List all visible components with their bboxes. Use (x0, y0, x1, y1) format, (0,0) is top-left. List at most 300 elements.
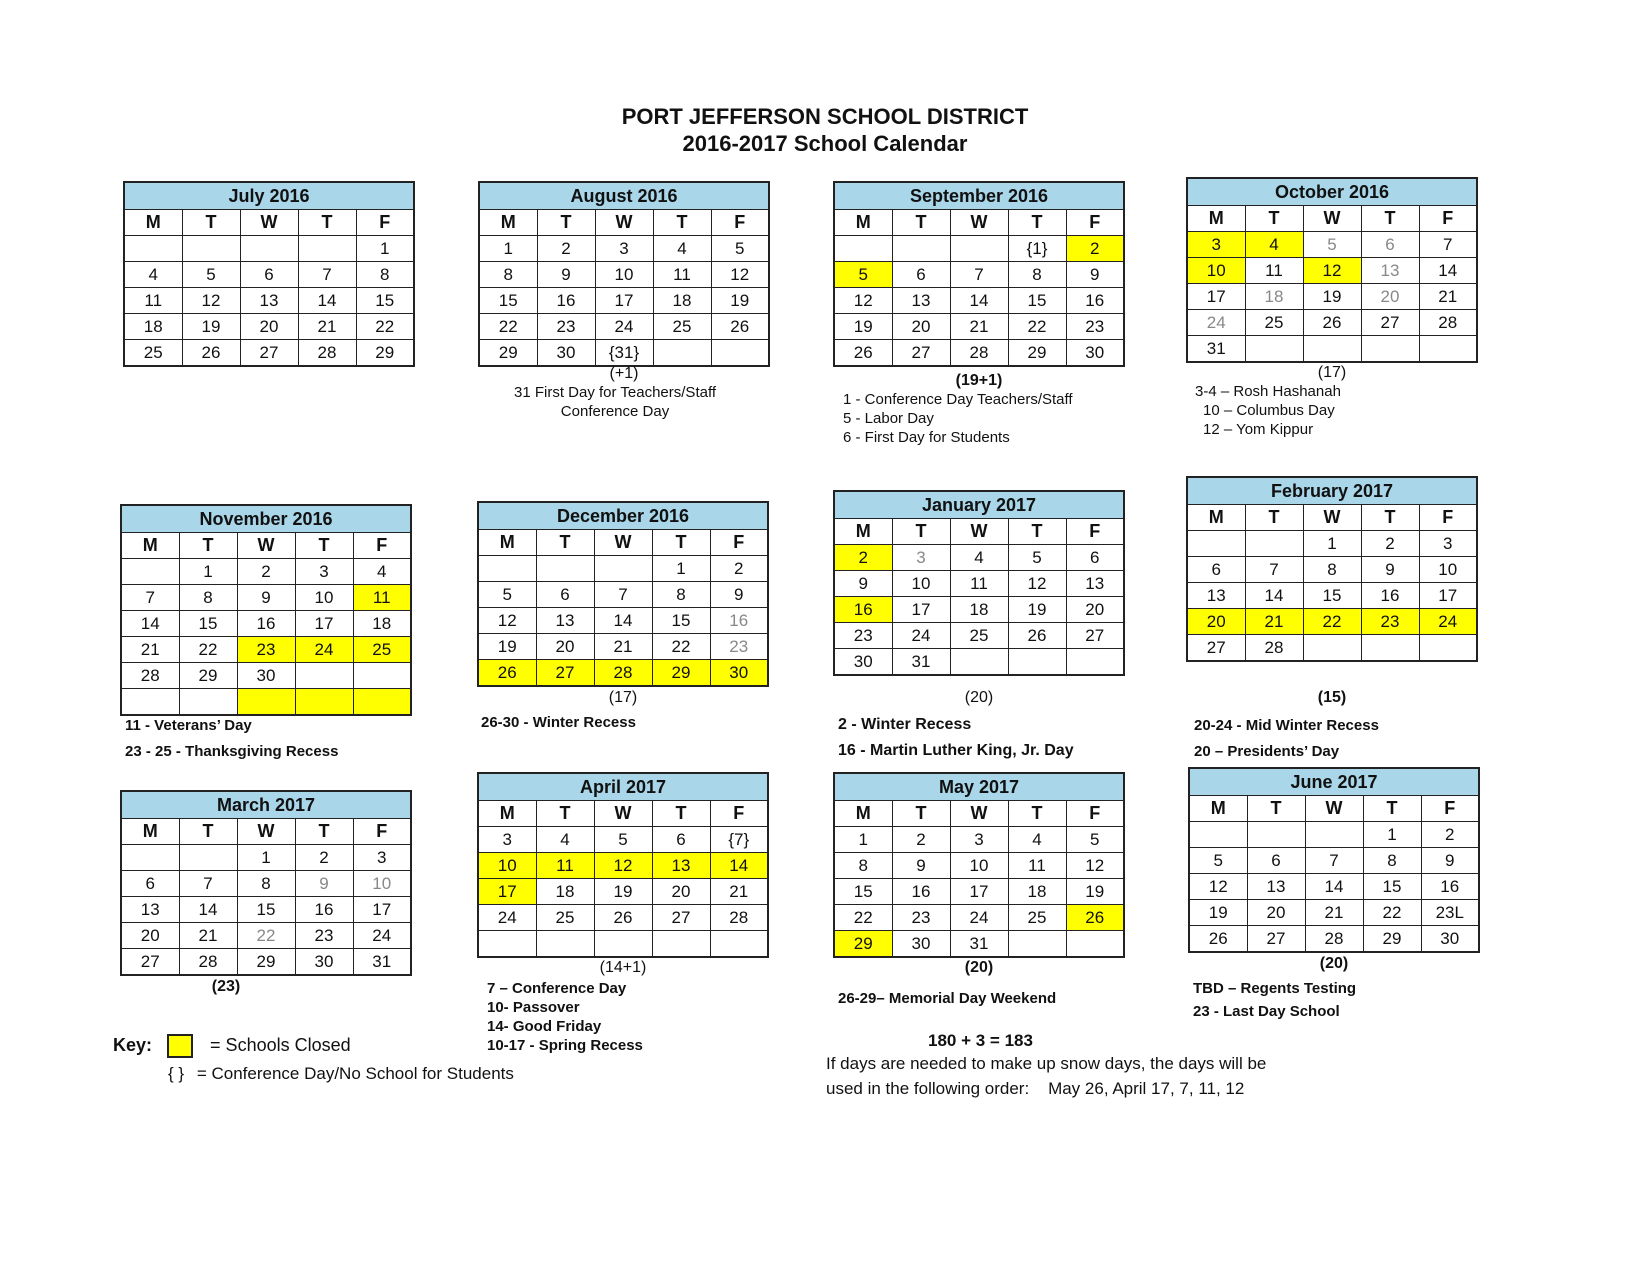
day-header: W (950, 210, 1008, 236)
day-cell: 28 (594, 660, 652, 687)
month-notes (838, 712, 1074, 764)
day-header: W (950, 519, 1008, 545)
day-cell: 29 (179, 663, 237, 689)
day-cell: 12 (711, 262, 769, 288)
day-cell: 20 (1361, 284, 1419, 310)
day-header: T (182, 210, 240, 236)
snow-days-note-2: used in the following order: May 26, April 17, 7, 11, 12 (826, 1079, 1245, 1098)
key-conference (168, 1064, 514, 1084)
day-cell (182, 236, 240, 262)
day-header: T (1361, 505, 1419, 531)
closed-swatch-icon (167, 1034, 193, 1058)
day-cell: 13 (1247, 874, 1305, 900)
day-header: T (536, 530, 594, 556)
day-header: M (1187, 505, 1245, 531)
day-cell: 28 (121, 663, 179, 689)
day-cell: 2 (710, 556, 768, 582)
day-cell: 2 (1361, 531, 1419, 557)
instruction-day-count: (20) (964, 959, 994, 976)
key-legend (113, 1034, 351, 1058)
day-cell: 20 (652, 879, 710, 905)
instruction-day-count: (20) (964, 689, 994, 706)
month-february-2017 (1186, 476, 1478, 662)
day-cell: 22 (479, 314, 537, 340)
day-cell (1189, 822, 1247, 848)
day-cell: 19 (834, 314, 892, 340)
day-header: F (1066, 519, 1124, 545)
day-cell: 16 (237, 611, 295, 637)
day-header: T (892, 519, 950, 545)
month-title: January 2017 (834, 491, 1124, 519)
note-line: 6 - First Day for Students (843, 429, 1010, 446)
day-header: T (1008, 210, 1066, 236)
day-cell: 18 (536, 879, 594, 905)
day-cell: 3 (295, 559, 353, 585)
day-cell: 17 (1419, 583, 1477, 609)
day-cell: 26 (594, 905, 652, 931)
day-cell: 26 (834, 340, 892, 367)
day-cell (834, 236, 892, 262)
day-cell: 20 (892, 314, 950, 340)
day-cell: 24 (1419, 609, 1477, 635)
day-cell: 6 (1247, 848, 1305, 874)
note-line: 10-17 - Spring Recess (487, 1037, 643, 1054)
day-cell: 14 (298, 288, 356, 314)
day-cell: 19 (1008, 597, 1066, 623)
day-cell: 15 (479, 288, 537, 314)
key-closed-text: = Schools Closed (210, 1034, 351, 1055)
day-header: M (1189, 796, 1247, 822)
day-cell: 6 (536, 582, 594, 608)
day-cell: 5 (834, 262, 892, 288)
day-header: W (950, 801, 1008, 827)
day-cell: 29 (1363, 926, 1421, 953)
day-cell: 21 (710, 879, 768, 905)
day-header: W (594, 801, 652, 827)
day-cell: 17 (892, 597, 950, 623)
day-cell: 13 (121, 897, 179, 923)
day-header: M (121, 533, 179, 559)
day-cell: 23L (1421, 900, 1479, 926)
total-days: 180 + 3 = 183 (928, 1031, 1033, 1050)
day-cell (892, 236, 950, 262)
day-header: T (1008, 519, 1066, 545)
day-cell (179, 689, 237, 716)
day-cell: 11 (353, 585, 411, 611)
day-cell: 21 (950, 314, 1008, 340)
day-header: F (1419, 206, 1477, 232)
day-header: M (834, 210, 892, 236)
note-line: 23 - 25 - Thanksgiving Recess (125, 743, 339, 760)
day-cell: 9 (295, 871, 353, 897)
note-line: 10 – Columbus Day (1203, 402, 1335, 419)
month-september-2016 (833, 181, 1125, 367)
day-header: M (834, 801, 892, 827)
day-cell: 10 (1187, 258, 1245, 284)
month-title: March 2017 (121, 791, 411, 819)
day-cell: 14 (1305, 874, 1363, 900)
day-cell: 22 (1303, 609, 1361, 635)
day-cell: 15 (652, 608, 710, 634)
day-cell (536, 931, 594, 958)
day-header: W (237, 819, 295, 845)
day-cell (536, 556, 594, 582)
day-cell: 12 (1066, 853, 1124, 879)
note-line: 1 - Conference Day Teachers/Staff (843, 391, 1073, 408)
day-cell: 10 (295, 585, 353, 611)
instruction-day-count: (17) (1317, 364, 1347, 381)
day-cell: 19 (1066, 879, 1124, 905)
day-cell: 23 (237, 637, 295, 663)
day-cell: 21 (179, 923, 237, 949)
day-cell: 23 (1066, 314, 1124, 340)
day-cell: 6 (121, 871, 179, 897)
day-cell: 25 (1008, 905, 1066, 931)
day-header: M (834, 519, 892, 545)
day-cell: 11 (1245, 258, 1303, 284)
day-cell: 8 (1008, 262, 1066, 288)
district-title: PORT JEFFERSON SCHOOL DISTRICT (621, 104, 1029, 129)
note-line: 14- Good Friday (487, 1018, 602, 1035)
day-header: T (179, 819, 237, 845)
day-header: T (295, 819, 353, 845)
day-header: M (478, 801, 536, 827)
day-header: F (1419, 505, 1477, 531)
day-cell: 28 (179, 949, 237, 976)
day-cell: 27 (1187, 635, 1245, 662)
day-cell: 22 (1363, 900, 1421, 926)
instruction-day-count: (14+1) (599, 959, 647, 976)
month-august-2016 (478, 181, 770, 367)
day-cell: 3 (353, 845, 411, 871)
day-cell: 7 (121, 585, 179, 611)
month-title: August 2016 (479, 182, 769, 210)
day-cell: 8 (479, 262, 537, 288)
note-line: 2 - Winter Recess (838, 716, 972, 733)
day-cell: 22 (356, 314, 414, 340)
instruction-day-count: (20) (1319, 955, 1349, 972)
day-header: F (710, 801, 768, 827)
day-cell (1303, 336, 1361, 363)
day-cell (710, 931, 768, 958)
month-title: May 2017 (834, 773, 1124, 801)
day-cell (950, 236, 1008, 262)
day-cell: 24 (295, 637, 353, 663)
day-cell: 1 (652, 556, 710, 582)
day-cell: 25 (653, 314, 711, 340)
day-cell: 16 (710, 608, 768, 634)
month-title: September 2016 (834, 182, 1124, 210)
day-cell (1008, 649, 1066, 676)
day-cell: 14 (1419, 258, 1477, 284)
calendar-title: 2016-2017 School Calendar (682, 131, 968, 156)
day-cell: {1} (1008, 236, 1066, 262)
day-cell: 22 (179, 637, 237, 663)
day-cell: 27 (1361, 310, 1419, 336)
day-cell (298, 236, 356, 262)
day-cell: 29 (479, 340, 537, 367)
day-header: W (237, 533, 295, 559)
day-cell: 28 (710, 905, 768, 931)
day-cell (1247, 822, 1305, 848)
month-november-2016 (120, 504, 412, 716)
day-cell: 24 (595, 314, 653, 340)
day-cell: 30 (710, 660, 768, 687)
day-cell: 17 (295, 611, 353, 637)
day-cell: 18 (124, 314, 182, 340)
day-header: T (537, 210, 595, 236)
day-cell: 3 (1187, 232, 1245, 258)
day-cell: 10 (892, 571, 950, 597)
day-cell: 19 (478, 634, 536, 660)
note-line: 26-29– Memorial Day Weekend (838, 990, 1057, 1007)
day-cell: 29 (237, 949, 295, 976)
day-cell: 20 (121, 923, 179, 949)
day-cell: 12 (834, 288, 892, 314)
day-cell: 29 (834, 931, 892, 958)
day-cell (594, 556, 652, 582)
day-header: T (298, 210, 356, 236)
month-title: December 2016 (478, 502, 768, 530)
day-cell (711, 340, 769, 367)
day-header: W (594, 530, 652, 556)
day-cell (295, 689, 353, 716)
day-cell: 3 (950, 827, 1008, 853)
day-cell: 26 (182, 340, 240, 367)
instruction-day-count: (+1) (609, 365, 639, 382)
day-cell: 3 (1419, 531, 1477, 557)
day-cell: 31 (950, 931, 1008, 958)
day-cell: 12 (1303, 258, 1361, 284)
day-cell: 31 (892, 649, 950, 676)
day-cell: 26 (478, 660, 536, 687)
day-cell: 15 (1303, 583, 1361, 609)
day-cell: 11 (536, 853, 594, 879)
day-cell (1187, 531, 1245, 557)
note-line: Conference Day (560, 403, 670, 420)
day-cell: 30 (1066, 340, 1124, 367)
day-header: T (652, 801, 710, 827)
day-cell: 13 (892, 288, 950, 314)
day-cell: 10 (353, 871, 411, 897)
month-notes (481, 713, 636, 732)
key-conf-text: = Conference Day/No School for Students (196, 1064, 514, 1083)
month-title: February 2017 (1187, 477, 1477, 505)
day-cell: 17 (478, 879, 536, 905)
month-title: April 2017 (478, 773, 768, 801)
day-cell: 4 (353, 559, 411, 585)
day-cell: 2 (834, 545, 892, 571)
day-header: F (1066, 210, 1124, 236)
month-december-2016 (477, 501, 769, 687)
day-cell: 2 (537, 236, 595, 262)
day-cell: 8 (356, 262, 414, 288)
day-cell: 26 (1189, 926, 1247, 953)
day-cell: 14 (594, 608, 652, 634)
note-line: 12 – Yom Kippur (1203, 421, 1314, 438)
day-cell (1361, 336, 1419, 363)
day-cell: 15 (1363, 874, 1421, 900)
day-cell: 31 (353, 949, 411, 976)
day-cell: 13 (1187, 583, 1245, 609)
day-cell (240, 236, 298, 262)
day-cell: 2 (1066, 236, 1124, 262)
month-notes (1194, 713, 1379, 765)
month-title: October 2016 (1187, 178, 1477, 206)
day-cell: 19 (182, 314, 240, 340)
day-cell: 27 (536, 660, 594, 687)
note-line: TBD – Regents Testing (1193, 980, 1357, 997)
note-line: 23 - Last Day School (1193, 1003, 1340, 1020)
day-header: T (1245, 206, 1303, 232)
day-cell: 7 (594, 582, 652, 608)
day-cell: 8 (1363, 848, 1421, 874)
day-cell: 16 (1421, 874, 1479, 900)
day-cell: 19 (1303, 284, 1361, 310)
day-cell: 5 (1008, 545, 1066, 571)
day-cell: 28 (950, 340, 1008, 367)
month-notes (1195, 382, 1341, 439)
day-header: T (653, 210, 711, 236)
day-cell: 17 (595, 288, 653, 314)
day-cell (353, 663, 411, 689)
day-cell: 10 (950, 853, 1008, 879)
day-cell: 9 (1066, 262, 1124, 288)
day-cell: 15 (237, 897, 295, 923)
note-line: 20 – Presidents’ Day (1194, 743, 1340, 760)
day-cell: 9 (710, 582, 768, 608)
day-cell: 28 (1245, 635, 1303, 662)
day-cell: 12 (182, 288, 240, 314)
note-line: 31 First Day for Teachers/Staff (513, 384, 717, 401)
day-cell: 21 (1305, 900, 1363, 926)
day-cell: 20 (1247, 900, 1305, 926)
day-cell: 17 (950, 879, 1008, 905)
day-cell: 3 (892, 545, 950, 571)
month-january-2017 (833, 490, 1125, 676)
day-cell (121, 845, 179, 871)
day-cell: 23 (892, 905, 950, 931)
day-cell: 2 (892, 827, 950, 853)
day-cell: 16 (1066, 288, 1124, 314)
day-cell: 23 (537, 314, 595, 340)
key-label: Key: (113, 1034, 153, 1055)
day-header: F (353, 819, 411, 845)
day-cell: 7 (179, 871, 237, 897)
day-cell (478, 931, 536, 958)
day-cell: 9 (834, 571, 892, 597)
month-notes (487, 979, 643, 1055)
day-cell: 21 (594, 634, 652, 660)
day-cell: 25 (950, 623, 1008, 649)
day-cell: 7 (1419, 232, 1477, 258)
month-may-2017 (833, 772, 1125, 958)
day-cell: 30 (892, 931, 950, 958)
day-cell: 19 (594, 879, 652, 905)
day-cell: 3 (595, 236, 653, 262)
day-header: M (479, 210, 537, 236)
day-cell: 27 (892, 340, 950, 367)
day-cell (653, 340, 711, 367)
day-cell: 20 (240, 314, 298, 340)
day-cell (1245, 336, 1303, 363)
day-cell: 9 (237, 585, 295, 611)
day-cell (124, 236, 182, 262)
day-cell: 30 (1421, 926, 1479, 953)
day-cell: 25 (1245, 310, 1303, 336)
day-cell: 12 (594, 853, 652, 879)
day-header: W (1303, 505, 1361, 531)
note-line: 20-24 - Mid Winter Recess (1194, 717, 1379, 734)
day-cell: 19 (1189, 900, 1247, 926)
day-header: T (536, 801, 594, 827)
day-cell (353, 689, 411, 716)
day-header: T (179, 533, 237, 559)
day-cell (1361, 635, 1419, 662)
day-cell: 5 (1189, 848, 1247, 874)
day-cell: 28 (1305, 926, 1363, 953)
day-header: F (353, 533, 411, 559)
day-cell: 2 (295, 845, 353, 871)
day-cell: 16 (892, 879, 950, 905)
day-cell: 11 (950, 571, 1008, 597)
month-title: July 2016 (124, 182, 414, 210)
month-april-2017 (477, 772, 769, 958)
day-header: T (1361, 206, 1419, 232)
day-cell: 14 (710, 853, 768, 879)
day-cell: 14 (1245, 583, 1303, 609)
day-cell: 16 (295, 897, 353, 923)
day-cell (594, 931, 652, 958)
month-notes (490, 383, 740, 421)
snow-days-note-1: If days are needed to make up snow days, the days will be (826, 1054, 1267, 1073)
day-cell: 12 (1008, 571, 1066, 597)
day-cell: 7 (1245, 557, 1303, 583)
month-october-2016 (1186, 177, 1478, 363)
day-cell (478, 556, 536, 582)
day-cell: 9 (1361, 557, 1419, 583)
day-cell: 10 (1419, 557, 1477, 583)
day-header: T (892, 210, 950, 236)
day-cell: 13 (1066, 571, 1124, 597)
note-line: 10- Passover (487, 999, 580, 1016)
day-cell: 30 (537, 340, 595, 367)
day-cell: 24 (892, 623, 950, 649)
day-cell: 31 (1187, 336, 1245, 363)
day-header: T (1247, 796, 1305, 822)
day-cell: 4 (1008, 827, 1066, 853)
day-header: T (892, 801, 950, 827)
day-cell: 15 (834, 879, 892, 905)
day-cell: 6 (1187, 557, 1245, 583)
day-cell: 24 (1187, 310, 1245, 336)
day-cell: 5 (182, 262, 240, 288)
day-cell: 17 (1187, 284, 1245, 310)
day-cell: 1 (179, 559, 237, 585)
day-cell: 6 (892, 262, 950, 288)
day-cell: 5 (1066, 827, 1124, 853)
day-cell: 23 (834, 623, 892, 649)
day-cell: 14 (121, 611, 179, 637)
instruction-day-count: (15) (1317, 689, 1347, 706)
day-cell (121, 559, 179, 585)
day-cell: 6 (1066, 545, 1124, 571)
month-notes (1193, 977, 1356, 1023)
day-cell: 11 (1008, 853, 1066, 879)
day-cell: 9 (892, 853, 950, 879)
day-cell: 14 (950, 288, 1008, 314)
day-cell: 4 (536, 827, 594, 853)
